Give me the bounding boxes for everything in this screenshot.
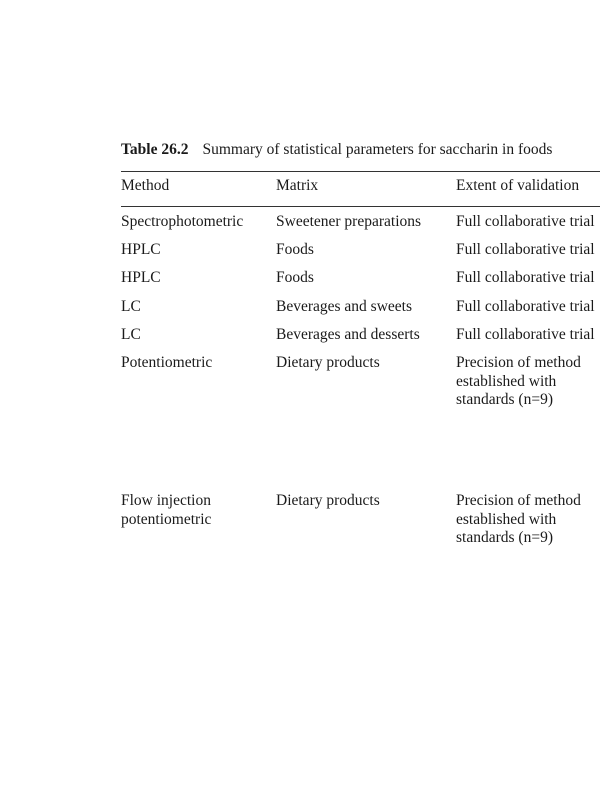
table-title: Summary of statistical parameters for saccharin in foods	[202, 141, 553, 158]
cell-validation-line: established with	[456, 511, 557, 528]
cell-validation-line: standards (n=9)	[456, 529, 553, 546]
column-header-validation: Extent of validation	[456, 177, 580, 194]
table-caption	[121, 141, 552, 159]
cell-validation: Full collaborative trial	[456, 241, 595, 258]
column-header-matrix: Matrix	[276, 177, 319, 194]
cell-matrix: Dietary products	[276, 354, 380, 371]
cell-matrix: Beverages and desserts	[276, 326, 420, 343]
table-label: Table 26.2	[121, 141, 189, 158]
cell-method: LC	[121, 326, 141, 343]
cell-validation-line: standards (n=9)	[456, 391, 553, 408]
cell-validation: Precision of method	[456, 354, 581, 371]
cell-matrix: Beverages and sweets	[276, 298, 413, 315]
top-rule	[121, 171, 600, 172]
cell-validation: Precision of method	[456, 492, 581, 509]
cell-validation-line: established with	[456, 373, 557, 390]
cell-method: Spectrophotometric	[121, 213, 244, 230]
cell-validation: Full collaborative trial	[456, 269, 595, 286]
cell-method: LC	[121, 298, 141, 315]
cell-validation: Full collaborative trial	[456, 326, 595, 343]
cell-method: Potentiometric	[121, 354, 213, 371]
cell-matrix: Foods	[276, 269, 314, 286]
cell-matrix: Dietary products	[276, 492, 380, 509]
column-header-method: Method	[121, 177, 170, 194]
cell-method: HPLC	[121, 269, 161, 286]
cell-method: Flow injection	[121, 492, 211, 509]
cell-method: HPLC	[121, 241, 161, 258]
cell-validation: Full collaborative trial	[456, 298, 595, 315]
cell-matrix: Foods	[276, 241, 314, 258]
cell-method-line: potentiometric	[121, 511, 212, 528]
header-rule	[121, 206, 600, 207]
cell-validation: Full collaborative trial	[456, 213, 595, 230]
cell-matrix: Sweetener preparations	[276, 213, 422, 230]
